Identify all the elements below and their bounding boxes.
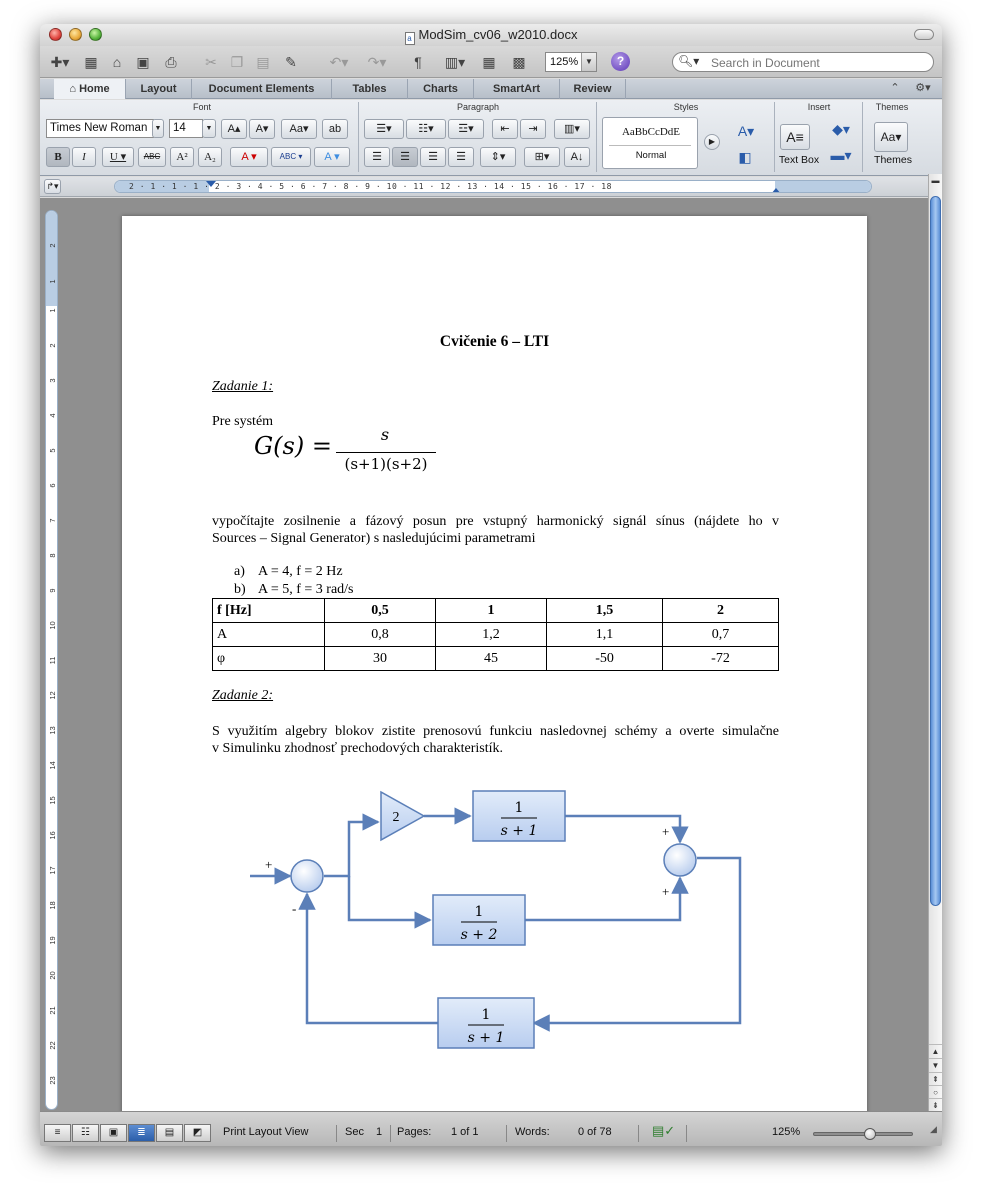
connector-to-block2 [349,876,430,920]
vertical-ruler-number: 2 [48,343,57,348]
tab-stop-selector-icon[interactable]: ↱▾ [44,179,61,194]
group-label-paragraph: Paragraph [456,102,500,112]
vertical-ruler-number: 9 [48,588,57,593]
font-color-button[interactable]: A ▾ [230,147,268,167]
list-item-b-text: A = 5, f = 3 rad/s [258,582,354,597]
vertical-ruler-number: 16 [48,831,57,840]
tab-charts[interactable]: Charts [408,79,474,99]
vertical-ruler-number: 22 [48,1041,57,1050]
font-name-field[interactable]: Times New Roman [46,119,154,138]
status-divider [638,1125,639,1142]
gallery-icon[interactable]: ▦ [84,54,98,70]
resize-grip-icon[interactable]: ◢ [930,1124,937,1134]
first-line-indent-marker[interactable] [206,181,216,187]
zoom-slider[interactable] [813,1132,913,1136]
table-cell: φ [213,647,325,671]
ribbon-tabs [40,79,942,99]
format-painter-icon[interactable]: ✎ [285,54,297,70]
block-2-denominator: s + 2 [460,927,498,943]
block-diagram [122,216,867,1111]
vertical-ruler-number: 4 [48,413,57,418]
style-normal-button[interactable] [602,117,698,169]
word-window [40,24,942,1146]
status-divider [336,1125,337,1142]
decrease-indent-button[interactable]: ⇤ [492,119,518,139]
document-area [40,198,928,1111]
change-case-icon[interactable]: Aa▾ [281,119,317,139]
line-spacing-button[interactable]: ⇕▾ [480,147,516,167]
vertical-ruler-number: 3 [48,378,57,383]
toolbar-toggle-button[interactable] [914,29,934,40]
group-label-insert: Insert [807,102,831,112]
scrollbar-thumb[interactable] [930,196,941,906]
equation-numerator: s [380,425,390,444]
group-divider [862,102,863,172]
group-label-font: Font [192,102,211,112]
status-sec-label: Sec [345,1126,364,1138]
shrink-font-icon[interactable]: A▾ [249,119,275,139]
vertical-ruler-number: 18 [48,901,57,910]
search-box [672,52,934,72]
columns-button[interactable]: ▥▾ [554,119,590,139]
vertical-scrollbar[interactable] [928,174,942,1111]
vertical-ruler-number: 13 [48,726,57,735]
text-style-icon[interactable]: A▾ [737,123,755,139]
status-view: Print Layout View [223,1126,309,1138]
vertical-ruler-number: 11 [48,656,57,665]
summing-junction-2 [664,844,696,876]
gain-triangle [381,792,424,840]
list-item-b-marker: b) [234,582,246,597]
paragraph-2-line-1: S využitím algebry blokov zistite prenosovú funkciu nasledovnej schémy a overte simulačne [212,724,779,739]
block-3-numerator: 1 [481,1007,491,1023]
table-header-cell: f [Hz] [213,599,325,623]
shape-icon[interactable]: ◆▾ [832,121,850,137]
status-divider [506,1125,507,1142]
split-handle-icon[interactable]: ▬ [931,176,940,185]
document-icon: a [405,32,415,45]
horizontal-ruler-bar [40,177,942,197]
status-divider [686,1125,687,1142]
intro-text: Pre systém [212,414,274,429]
vertical-ruler-number: 12 [48,691,57,700]
table-cell: 0,8 [325,623,436,647]
feedback-path [534,858,740,1023]
table-cell: 0,7 [663,623,779,647]
table-cell: 1,2 [436,623,547,647]
table-header-cell: 1 [436,599,547,623]
summing-junction-1 [291,860,323,892]
collapse-ribbon-icon[interactable]: ⌃ [890,82,900,94]
search-icon[interactable]: 🔍︎▾ [678,54,700,68]
equation-denominator: (s+1)(s+2) [344,455,428,473]
block-3-denominator: s + 1 [467,1030,505,1046]
styles-pane-icon[interactable]: ◧ [738,149,752,165]
feedback-to-sum1 [307,894,438,1023]
feedback-minus-sign: - [292,901,297,916]
status-divider [390,1125,391,1142]
status-pages-label: Pages: [397,1126,432,1138]
media-browser-icon[interactable]: ▦ [482,54,496,70]
previous-page-icon[interactable]: ⇞ [929,1072,942,1085]
full-screen-icon[interactable]: ◩ [184,1124,211,1142]
style-sample: AaBbCcDdE [621,126,681,138]
text-box-icon[interactable]: A≡ [780,124,810,150]
table-cell: -72 [663,647,779,671]
status-sec-value: 1 [376,1126,383,1138]
numbering-button[interactable]: ☷▾ [406,119,446,139]
clear-formatting-icon[interactable]: ab [322,119,348,139]
right-indent-marker[interactable] [771,188,781,193]
group-divider [596,102,597,172]
bold-button[interactable]: B [46,147,70,167]
strikethrough-button[interactable]: ABC [138,147,166,167]
ribbon-settings-icon[interactable]: ⚙▾ [915,82,931,94]
window-title [40,27,942,45]
input-plus-sign: + [265,857,273,872]
print-icon[interactable]: ⎙ [165,54,177,70]
title-bar [40,24,942,46]
outline-view-icon[interactable]: ☷ [72,1124,99,1142]
vertical-ruler-number: 20 [48,971,57,980]
copy-icon[interactable]: ❐ [230,54,244,70]
task1-title: Zadanie 1: [212,379,274,394]
align-center-button[interactable]: ☰ [392,147,418,167]
paragraph-1-line-2: Sources – Signal Generator) s nasledujúcimi parametrami [212,531,536,546]
tab-home-label: Home [79,83,110,95]
new-document-icon[interactable]: ✚▾ [50,54,70,70]
picture-icon[interactable]: ▬▾ [830,147,852,163]
table-header-cell: 1,5 [547,599,663,623]
table-cell: -50 [547,647,663,671]
table-header-cell: 2 [663,599,779,623]
list-item-a-text: A = 4, f = 2 Hz [258,564,343,579]
vertical-ruler-number: 14 [48,761,57,770]
table-header-cell: 0,5 [325,599,436,623]
tab-review[interactable]: Review [560,79,626,99]
styles-next-icon[interactable]: ▶ [704,134,720,150]
vertical-ruler-number: 17 [48,866,57,875]
search-input[interactable] [711,55,926,70]
paragraph-2-line-2: v Simulinku zhodnosť prechodových charakteristík. [212,741,503,756]
group-divider [358,102,359,172]
group-label-themes: Themes [875,102,909,112]
grow-font-icon[interactable]: A▴ [221,119,247,139]
align-left-button[interactable]: ☰ [364,147,390,167]
task2-title: Zadanie 2: [212,688,274,703]
scroll-up-icon[interactable]: ▲ [929,1044,942,1057]
font-size-field[interactable]: 14 [169,119,203,138]
underline-button[interactable]: U ▾ [102,147,134,167]
block-2-numerator: 1 [474,904,484,920]
vertical-ruler-number: 15 [48,796,57,805]
themes-icon[interactable]: Aa▾ [874,122,908,152]
multilevel-list-button[interactable]: ☲▾ [448,119,484,139]
vertical-ruler-number: 6 [48,483,57,488]
status-bar [40,1111,942,1146]
connector-to-sum2-bottom [525,878,680,920]
text-effects-button[interactable]: A ▾ [314,147,350,167]
sum2-bottom-plus-sign: + [662,884,670,899]
tab-home[interactable]: ⌂ Home [54,79,126,99]
help-icon[interactable]: ? [611,52,630,71]
status-words-value: 0 of 78 [578,1126,612,1138]
vertical-ruler-number: 23 [48,1076,57,1085]
sidebar-icon[interactable]: ▥▾ [444,54,466,70]
document-heading: Cvičenie 6 – LTI [439,333,550,350]
draft-view-icon[interactable]: ≡ [44,1124,71,1142]
bullets-button[interactable]: ☰▾ [364,119,404,139]
tab-document-elements[interactable]: Document Elements [192,79,332,99]
horizontal-ruler[interactable] [114,180,872,193]
tab-tables[interactable]: Tables [332,79,408,99]
vertical-ruler-number: 7 [48,518,57,523]
tab-layout[interactable]: Layout [126,79,192,99]
open-icon[interactable]: ⌂ [112,54,122,70]
superscript-button[interactable]: A² [170,147,194,167]
themes-label: Themes [874,154,912,166]
ribbon-home [40,100,942,176]
window-title-text: ModSim_cv06_w2010.docx [418,27,578,42]
toolbox-icon[interactable]: ▩ [512,54,526,70]
browse-object-icon[interactable]: ○ [929,1085,942,1098]
vertical-ruler-number: 21 [48,1006,57,1015]
table-cell: A [213,623,325,647]
subscript-button[interactable]: A₂ [198,147,222,167]
text-box-label: Text Box [778,154,820,166]
zoom-value: 125% [550,56,579,68]
font-name-dropdown-icon[interactable]: ▼ [152,119,164,138]
vertical-ruler[interactable] [45,210,58,1110]
vertical-ruler-number: 5 [48,448,57,453]
equation-lhs: G(s) = [254,432,332,460]
style-name: Normal [635,150,667,161]
redo-icon[interactable]: ↷▾ [367,54,387,70]
zoom-dropdown-icon[interactable]: ▼ [581,53,596,71]
vertical-ruler-number: 1 [48,308,57,313]
status-pages-value: 1 of 1 [451,1126,479,1138]
block-1-denominator: s + 1 [500,823,538,839]
vertical-ruler-number: 8 [48,553,57,558]
ruler-top-margin [46,211,58,306]
sort-button[interactable]: A↓ [564,147,590,167]
vertical-ruler-number: 2 [48,243,57,248]
publishing-layout-icon[interactable]: ▣ [100,1124,127,1142]
paragraph-1-line-1: vypočítajte zosilnenie a fázový posun pre vstupný harmonický signál sínus (nájdete ho v [212,514,779,529]
paste-icon[interactable]: ▤ [256,54,270,70]
vertical-ruler-number: 1 [48,279,57,284]
gain-value: 2 [392,810,400,825]
align-right-button[interactable]: ☰ [420,147,446,167]
font-size-dropdown-icon[interactable]: ▼ [202,119,216,138]
zoom-slider-knob[interactable] [864,1128,876,1140]
table-cell: 1,1 [547,623,663,647]
table-cell: 30 [325,647,436,671]
ruler-numbers: 2 · 1 · 1 · 1 · 2 · 3 · 4 · 5 · 6 · 7 · 8 · 9 · 10 · 11 · 12 · 13 · 14 · 15 · 16 · 17 · 18 [129,182,612,191]
justify-button[interactable]: ☰ [448,147,474,167]
save-icon[interactable]: ▣ [136,54,150,70]
status-words-label: Words: [515,1126,550,1138]
status-zoom: 125% [772,1126,801,1138]
cut-icon[interactable]: ✂ [205,54,217,70]
spelling-status-icon[interactable]: ▤✓ [652,1123,676,1138]
highlight-button[interactable]: ABC ▾ [271,147,311,167]
sum2-top-plus-sign: + [662,824,670,839]
group-label-styles: Styles [673,102,699,112]
vertical-ruler-number: 10 [48,621,57,630]
vertical-ruler-number: 19 [48,936,57,945]
borders-button[interactable]: ⊞▾ [524,147,560,167]
document-page[interactable] [122,216,867,1111]
print-layout-icon[interactable]: ≣ [128,1124,155,1142]
block-1-numerator: 1 [514,800,524,816]
italic-button[interactable]: I [72,147,96,167]
increase-indent-button[interactable]: ⇥ [520,119,546,139]
notebook-layout-icon[interactable]: ▤ [156,1124,183,1142]
next-page-icon[interactable]: ⇟ [929,1098,942,1111]
list-item-a-marker: a) [234,564,245,579]
undo-icon[interactable]: ↶▾ [329,54,349,70]
standard-toolbar [40,46,942,78]
scroll-down-icon[interactable]: ▼ [929,1058,942,1071]
connector-to-gain [324,822,378,876]
tab-smartart[interactable]: SmartArt [474,79,560,99]
table-cell: 45 [436,647,547,671]
style-divider [609,145,691,146]
pilcrow-icon[interactable]: ¶ [414,54,422,70]
